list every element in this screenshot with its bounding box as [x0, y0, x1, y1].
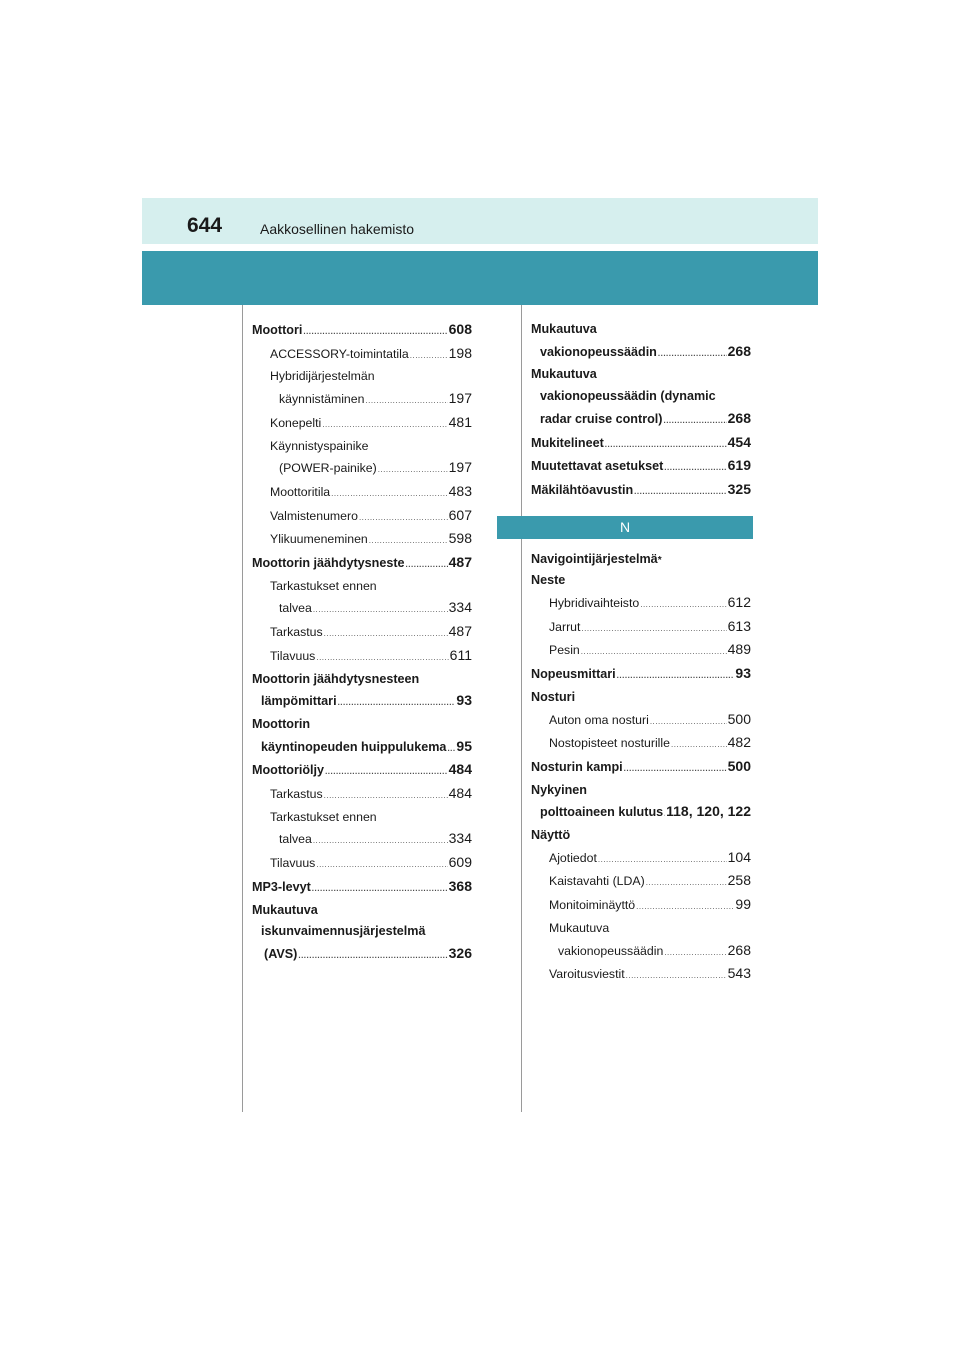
leader-dots [316, 854, 447, 876]
page-reference: 334 [448, 830, 472, 847]
index-line [270, 366, 472, 388]
page-reference: 268 [727, 342, 751, 359]
leader-dots [581, 641, 727, 663]
page-reference: 613 [727, 617, 751, 634]
page-number: 644 [187, 214, 223, 237]
index-line [549, 847, 751, 871]
page-reference: 326 [448, 944, 472, 961]
index-line [531, 825, 751, 847]
index-line [252, 552, 472, 576]
index-subentry [252, 576, 472, 621]
index-column-right [531, 319, 751, 987]
page-reference: 93 [456, 692, 472, 709]
index-line [270, 457, 472, 481]
index-line [270, 807, 472, 829]
index-term: Käynnistyspainike [270, 438, 369, 453]
index-term: käyntinopeuden huippulukema [261, 739, 447, 754]
index-subentry [531, 894, 751, 918]
index-subentry [252, 783, 472, 807]
index-term: Mukautuva [531, 322, 597, 336]
index-line [270, 852, 472, 876]
index-line [531, 341, 751, 365]
index-subentry [531, 592, 751, 616]
page-reference: 197 [448, 390, 472, 407]
index-term: Ylikuumeneminen [270, 532, 368, 547]
index-entry [531, 825, 751, 847]
page-reference: 487 [448, 554, 472, 571]
index-line [252, 943, 472, 967]
index-line [549, 616, 751, 640]
index-line [270, 436, 472, 458]
index-line [270, 783, 472, 807]
index-term: Tarkastus [270, 787, 323, 802]
leader-dots [313, 830, 448, 852]
index-term: Moottoriöljy [252, 763, 325, 778]
page-reference: 611 [449, 646, 472, 663]
index-term: Varoitusviestit [549, 967, 625, 982]
index-line: Navigointijärjestelmä * [531, 549, 751, 571]
index-line [531, 455, 751, 479]
index-subentry [252, 343, 472, 367]
leader-dots [322, 414, 447, 436]
leader-dots [316, 647, 448, 669]
leader-dots [406, 554, 448, 576]
index-term: Kaistavahti (LDA) [549, 874, 645, 889]
leader-dots [605, 434, 727, 456]
index-subentry [531, 732, 751, 756]
index-term: Mukautuva [531, 367, 597, 382]
index-line [531, 687, 751, 709]
index-entry [252, 669, 472, 714]
index-term: vakionopeussäädin (dynamic [540, 389, 716, 404]
index-subentry [252, 807, 472, 852]
leader-dots [325, 761, 448, 783]
index-line [270, 528, 472, 552]
leader-dots [313, 599, 448, 621]
index-term: polttoaineen kulutus [540, 805, 664, 820]
index-subentry [531, 709, 751, 733]
index-term: Hybridivaihteisto [549, 596, 640, 611]
index-entry [252, 319, 472, 343]
index-term: radar cruise control) [540, 411, 663, 426]
index-subentry [252, 645, 472, 669]
index-group-n [531, 549, 751, 987]
index-entry [531, 756, 751, 780]
index-line [252, 669, 472, 691]
page-reference: 368 [448, 877, 472, 894]
page-reference: 484 [448, 785, 472, 802]
index-entry [531, 780, 751, 825]
index-entry [531, 479, 751, 503]
index-line [531, 408, 751, 432]
leader-dots [365, 390, 447, 412]
index-term: Valmistenumero [270, 508, 358, 523]
index-line [531, 432, 751, 456]
index-entry [252, 759, 472, 783]
index-line [252, 900, 472, 922]
leader-dots [658, 343, 727, 365]
index-subentry [531, 616, 751, 640]
leader-dots [581, 618, 726, 640]
index-line [252, 714, 472, 736]
index-line [549, 709, 751, 733]
leader-dots [598, 849, 727, 871]
index-term: Nykyinen [531, 782, 587, 797]
page-reference: 500 [727, 710, 751, 727]
page-reference: 258 [727, 872, 751, 889]
page-reference: 104 [727, 848, 751, 865]
index-subentry [531, 870, 751, 894]
index-line [531, 364, 751, 386]
index-term: Mukautuva [549, 920, 610, 935]
index-term: vakionopeussäädin [540, 344, 657, 359]
index-term: lämpömittari [261, 694, 337, 709]
index-line [252, 759, 472, 783]
index-line [549, 732, 751, 756]
left-column-rule [242, 305, 243, 1112]
index-line [252, 690, 472, 714]
page-reference: 93 [735, 665, 751, 682]
index-entry [252, 876, 472, 900]
index-entry [531, 570, 751, 592]
index-term: Moottori [252, 323, 303, 337]
index-term: Monitoiminäyttö [549, 898, 636, 913]
index-subentry [252, 621, 472, 645]
index-term: Moottorin jäähdytysneste [252, 556, 405, 571]
index-line [549, 592, 751, 616]
index-line [531, 780, 751, 802]
page-reference: 334 [448, 599, 472, 616]
page-reference: 608 [448, 321, 472, 337]
index-term: Konepelti [270, 415, 322, 430]
header-bar [142, 198, 818, 244]
index-subentry [252, 505, 472, 529]
index-term: Nosturin kampi [531, 759, 623, 774]
page-reference: 482 [727, 734, 751, 751]
index-line [270, 597, 472, 621]
index-term: Nosturi [531, 689, 576, 704]
index-line [270, 343, 472, 367]
leader-dots [626, 965, 727, 987]
leader-dots [664, 457, 726, 479]
index-line [531, 319, 751, 341]
leader-dots [671, 734, 727, 756]
leader-dots [312, 878, 448, 900]
index-term: Tarkastus [270, 625, 323, 640]
index-entry [531, 364, 751, 431]
page-reference: 483 [448, 482, 472, 499]
page-reference: 325 [727, 480, 751, 497]
index-term: talvea [279, 601, 312, 616]
page-reference: 607 [448, 506, 472, 523]
leader-dots [378, 459, 448, 481]
index-entry [252, 552, 472, 576]
index-line [252, 921, 472, 943]
leader-dots [324, 785, 448, 807]
page-reference: 198 [448, 344, 472, 361]
index-line [252, 736, 472, 760]
index-line [549, 639, 751, 663]
leader-dots [410, 345, 448, 367]
leader-dots [636, 896, 734, 918]
leader-dots [303, 321, 447, 343]
index-line [270, 828, 472, 852]
index-term: Nopeusmittari [531, 667, 616, 682]
index-entry [531, 432, 751, 456]
leader-dots [324, 623, 448, 645]
index-term: Tilavuus [270, 856, 316, 871]
index-term: käynnistäminen [279, 392, 365, 407]
page-reference: 95 [456, 737, 472, 754]
index-term: Moottorin [252, 716, 311, 731]
index-subentry [531, 639, 751, 663]
index-term: Jarrut [549, 619, 581, 634]
index-term: (AVS) [264, 946, 298, 961]
page-reference: 454 [727, 433, 751, 450]
page-reference: 619 [727, 457, 751, 474]
index-term: Mäkilähtöavustin [531, 482, 634, 497]
letter-heading-n: N [497, 516, 753, 539]
section-title: Aakkosellinen hakemisto [260, 221, 415, 237]
index-subentry [252, 412, 472, 436]
page-reference: 489 [727, 641, 751, 658]
leader-dots [640, 594, 726, 616]
index-line [270, 412, 472, 436]
index-subentry [252, 436, 472, 481]
index-entry [531, 549, 751, 571]
page-reference: 481 [448, 413, 472, 430]
index-subentry [531, 918, 751, 963]
leader-dots [331, 483, 448, 505]
index-term: Tarkastukset ennen [270, 809, 377, 824]
page-reference: 612 [727, 594, 751, 611]
leader-dots [447, 738, 455, 760]
leader-dots [663, 410, 726, 432]
index-subentry [252, 366, 472, 411]
index-line [531, 801, 751, 825]
page-reference: 500 [727, 757, 751, 774]
page-reference: 487 [448, 623, 472, 640]
page-reference: 543 [727, 965, 751, 982]
index-term: Näyttö [531, 828, 571, 843]
leader-dots [646, 872, 727, 894]
leader-dots [338, 692, 456, 714]
index-entry [252, 714, 472, 759]
leader-dots [664, 803, 665, 825]
index-line [549, 894, 751, 918]
index-term: Moottoritila [270, 484, 331, 499]
leader-dots [624, 758, 727, 780]
index-line [549, 870, 751, 894]
index-term: Pesin [549, 643, 580, 658]
page-reference: 197 [448, 459, 472, 476]
index-term: Navigointijärjestelmä [531, 551, 658, 566]
leader-dots [298, 945, 447, 967]
index-term: Neste [531, 573, 566, 588]
page-reference: 268 [727, 409, 751, 426]
index-line [531, 663, 751, 687]
index-entry [531, 663, 751, 687]
page-reference: 609 [448, 854, 472, 871]
index-line [270, 481, 472, 505]
index-term: iskunvaimennusjärjestelmä [261, 924, 426, 939]
middle-column-rule [521, 305, 522, 1112]
index-term: Tilavuus [270, 648, 316, 663]
index-term: vakionopeussäädin [558, 943, 664, 958]
index-term: Muutettavat asetukset [531, 459, 664, 474]
index-term: Nostopisteet nosturille [549, 736, 670, 751]
index-term: Moottorin jäähdytysnesteen [252, 671, 420, 686]
leader-dots [664, 942, 726, 964]
index-group-m [531, 319, 751, 503]
index-line [270, 576, 472, 598]
index-term: Mukautuva [252, 902, 318, 917]
index-line [531, 570, 751, 592]
index-line [549, 918, 751, 940]
index-line [252, 876, 472, 900]
index-term: ACCESSORY-toimintatila [270, 346, 409, 361]
index-term: Auton oma nosturi [549, 712, 649, 727]
leader-dots [634, 481, 726, 503]
leader-dots [650, 711, 727, 733]
index-line [270, 505, 472, 529]
index-column-left [252, 319, 472, 967]
index-entry [531, 687, 751, 709]
page-reference: 598 [448, 530, 472, 547]
index-entry [531, 319, 751, 364]
index-entry [252, 900, 472, 967]
page-reference: 268 [727, 941, 751, 958]
page-reference: 484 [448, 761, 472, 778]
index-line [270, 621, 472, 645]
index-line [549, 940, 751, 964]
index-term: Mukitelineet [531, 435, 604, 450]
index-term: (POWER-painike) [279, 461, 377, 476]
index-term: MP3-levyt [252, 879, 311, 894]
index-subentry [252, 852, 472, 876]
leader-dots [369, 530, 448, 552]
index-term: Ajotiedot [549, 850, 597, 865]
index-term: talvea [279, 832, 312, 847]
index-line [270, 388, 472, 412]
index-line [531, 756, 751, 780]
page-reference: 118, 120, 122 [666, 803, 751, 820]
leader-dots [359, 507, 448, 529]
page-reference: 99 [735, 896, 751, 913]
leader-dots [617, 665, 735, 687]
index-subentry [252, 481, 472, 505]
index-line [531, 386, 751, 408]
index-line [549, 963, 751, 987]
index-term: Tarkastukset ennen [270, 578, 377, 593]
header-band [142, 251, 818, 305]
index-line [270, 645, 472, 669]
index-subentry [531, 963, 751, 987]
index-entry [531, 455, 751, 479]
index-subentry [531, 847, 751, 871]
index-term: Hybridijärjestelmän [270, 369, 375, 384]
index-subentry [252, 528, 472, 552]
index-line [531, 479, 751, 503]
index-line [252, 319, 472, 343]
